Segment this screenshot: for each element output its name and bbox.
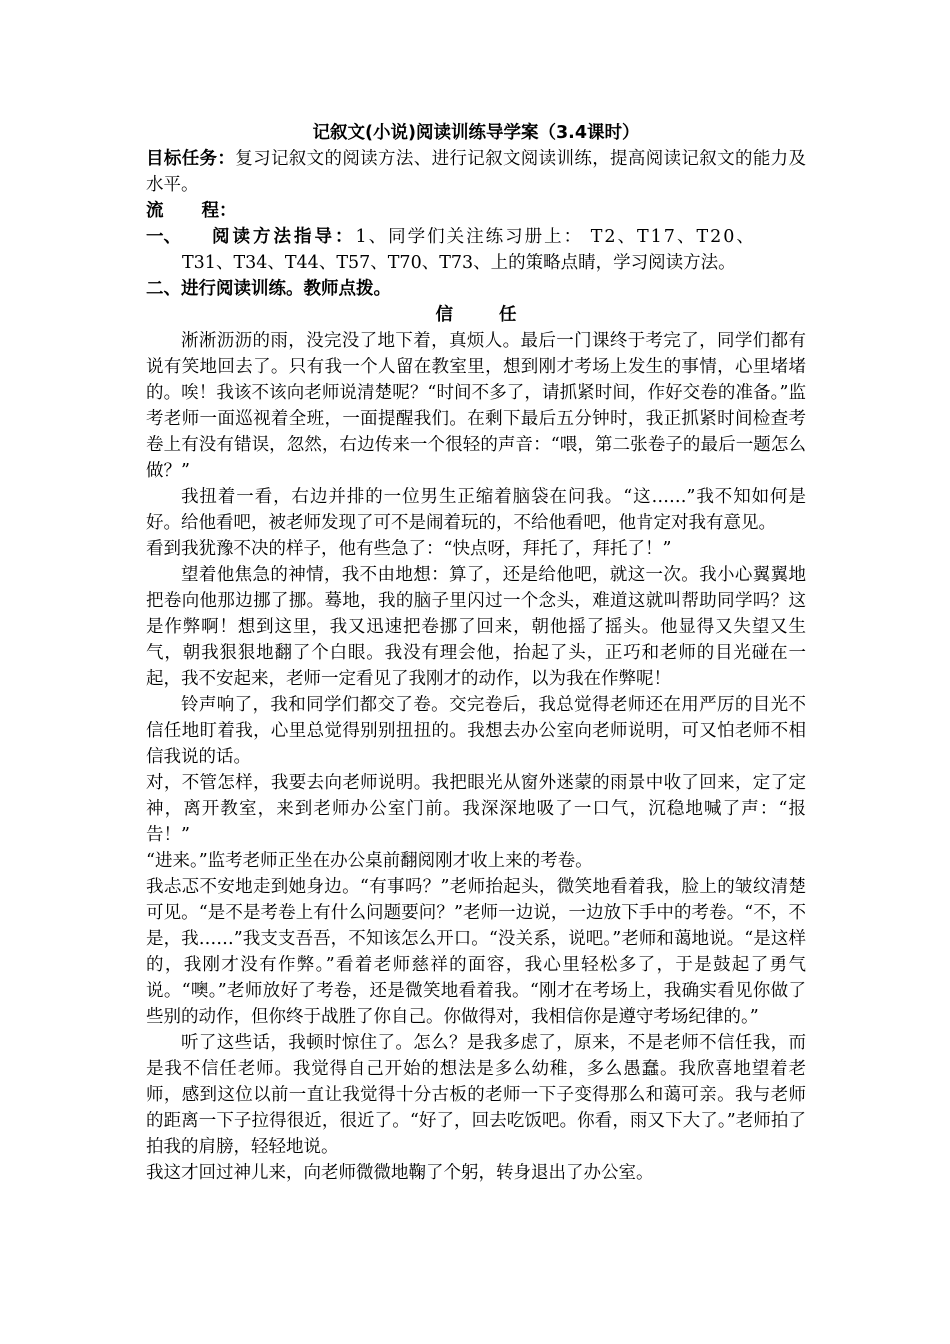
method-line [146, 224, 806, 250]
story-title: 信任 [435, 305, 563, 325]
story-paragraph: 我扭着一看，右边并排的一位男生正缩着脑袋在问我。“这……”我不知如何是好。给他看吧，被老师发现了可不是闹着玩的，不给他看吧，他肯定对我有意见。 [146, 487, 806, 533]
goal-text: 复习记叙文的阅读方法、进行记叙文阅读训练，提高阅读记叙文的能力及水平。 [146, 149, 807, 195]
story-body [146, 328, 806, 1186]
story-paragraph: 我忐忑不安地走到她身边。“有事吗？”老师抬起头，微笑地看着我，脸上的皱纹清楚可见。“是不是考卷上有什么问题要问？”老师一边说，一边放下手中的考卷。“不，不是，我……”我支支吾吾，不知该怎么开口。“没关系，说吧。”老师和蔼地说。“是这样的，我刚才没有作弊。”看着老师慈祥的面容，我心里轻松多了，于是鼓起了勇气说。“噢。”老师放好了考卷，还是微笑地看着我。“刚才在考场上，我确实看见你做了些别的动作，但你终于战胜了你自己。你做得对，我相信你是遵守考场纪律的。” [146, 877, 806, 1027]
flow-label-a: 流 [146, 201, 164, 221]
section-two-heading: 二、进行阅读训练。教师点拨。 [146, 279, 391, 299]
story-paragraph: 铃声响了，我和同学们都交了卷。交完卷后，我总觉得老师还在用严厉的目光不信任地盯着我，心里总觉得别别扭扭的。我想去办公室向老师说明，可又怕老师不相信我说的话。 [146, 695, 806, 767]
story-paragraph: 望着他焦急的神情，我不由地想：算了，还是给他吧，就这一次。我小心翼翼地把卷向他那边挪了挪。蓦地，我的脑子里闪过一个念头，难道这就叫帮助同学吗？这是作弊啊！想到这里，我又迅速把卷挪了回来，朝他摇了摇头。他显得又失望又生气，朝我狠狠地翻了个白眼。我没有理会他，抬起了头，正巧和老师的目光碰在一起，我不安起来，老师一定看见了我刚才的动作，以为我在作弊呢！ [146, 565, 806, 689]
flow-label-b: 程： [201, 201, 237, 221]
method-continuation: T31、T34、T44、T57、T70、T73、上的策略点睛，学习阅读方法。 [182, 253, 736, 273]
method-heading: 阅读方法指导： [212, 227, 356, 247]
document-title: 记叙文(小说)阅读训练导学案（3.4课时） [312, 123, 640, 143]
goal-line [146, 146, 806, 198]
method-number: 一、 [146, 227, 181, 247]
story-paragraph: “进来。”监考老师正坐在办公桌前翻阅刚才收上来的考卷。 [146, 851, 593, 871]
story-paragraph: 听了这些话，我顿时惊住了。怎么？是我多虑了，原来，不是老师不信任我，而是我不信任老师。我觉得自己开始的想法是多么幼稚，多么愚蠢。我欣喜地望着老师，感到这位以前一直让我觉得十分古板的老师一下子变得那么和蔼可亲。我与老师的距离一下子拉得很近，很近了。“好了，回去吃饭吧。你看，雨又下大了。”老师拍了拍我的肩膀，轻轻地说。 [146, 1033, 806, 1157]
method-text: 1、同学们关注练习册上： T2、T17、T20、 [355, 227, 756, 247]
story-paragraph: 看到我犹豫不决的样子，他有些急了：“快点呀，拜托了，拜托了！” [146, 539, 672, 559]
story-paragraph: 我这才回过神儿来，向老师微微地鞠了个躬，转身退出了办公室。 [146, 1163, 654, 1183]
document-page [146, 120, 806, 1186]
story-paragraph: 对，不管怎样，我要去向老师说明。我把眼光从窗外迷蒙的雨景中收了回来，定了定神，离开教室，来到老师办公室门前。我深深地吸了一口气，沉稳地喊了声：“报告！” [146, 773, 806, 845]
flow-line [146, 198, 806, 224]
goal-label: 目标任务： [146, 149, 236, 169]
story-paragraph: 淅淅沥沥的雨，没完没了地下着，真烦人。最后一门课终于考完了，同学们都有说有笑地回去了。只有我一个人留在教室里，想到刚才考场上发生的事情，心里堵堵的。唉！我该不该向老师说清楚呢？“时间不多了，请抓紧时间，作好交卷的准备。”监考老师一面巡视着全班，一面提醒我们。在剩下最后五分钟时，我正抓紧时间检查考卷上有没有错误，忽然，右边传来一个很轻的声音：“喂，第二张卷子的最后一题怎么做？” [146, 331, 806, 481]
